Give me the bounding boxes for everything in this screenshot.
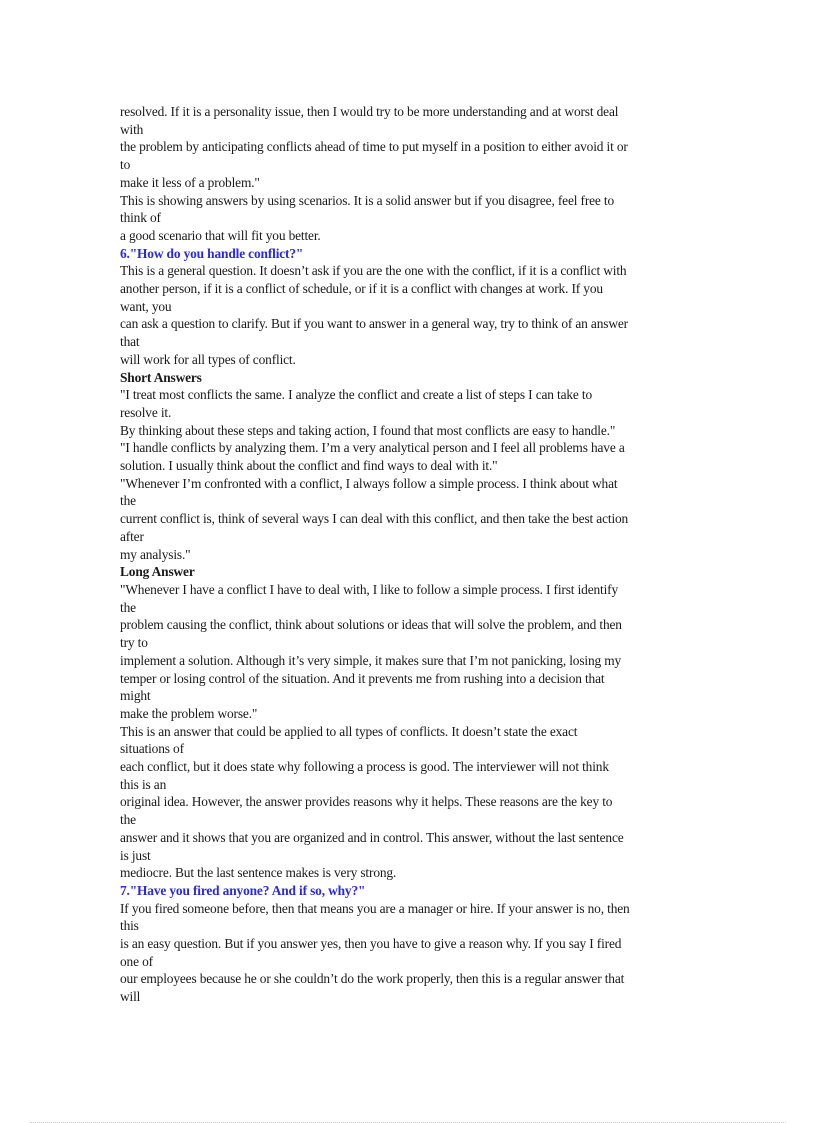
text-line: one of bbox=[120, 953, 153, 969]
text-line: want, you bbox=[120, 298, 172, 314]
text-line: "Whenever I have a conflict I have to deal with, I like to follow a simple process. I first identify bbox=[120, 581, 619, 597]
text-line: This is a general question. It doesn’t ask if you are the one with the conflict, if it is a conflict with bbox=[120, 263, 627, 279]
text-line: with bbox=[120, 121, 144, 137]
text-line: that bbox=[120, 334, 140, 350]
text-line: This is an answer that could be applied to all types of conflicts. It doesn’t state the exact bbox=[120, 723, 578, 739]
text-line: another person, if it is a conflict of schedule, or if it is a conflict with changes at work. If you bbox=[120, 281, 603, 297]
text-line: is an easy question. But if you answer yes, then you have to give a reason why. If you say I fired bbox=[120, 936, 622, 952]
text-line: this bbox=[120, 918, 139, 934]
text-line: solution. I usually think about the conflict and find ways to deal with it." bbox=[120, 458, 498, 474]
text-line: this is an bbox=[120, 776, 167, 792]
text-line: will work for all types of conflict. bbox=[120, 351, 296, 367]
subsection-heading: Short Answers bbox=[120, 369, 202, 385]
text-line: situations of bbox=[120, 741, 184, 757]
text-line: think of bbox=[120, 210, 161, 226]
text-line: the bbox=[120, 493, 136, 509]
text-line: By thinking about these steps and taking action, I found that most conflicts are easy to handle." bbox=[120, 422, 616, 438]
text-line: implement a solution. Although it’s very simple, it makes sure that I’m not panicking, losing my bbox=[120, 652, 622, 668]
text-line: the problem by anticipating conflicts ahead of time to put myself in a position to either avoid it or bbox=[120, 139, 628, 155]
subsection-heading: Long Answer bbox=[120, 564, 195, 580]
text-line: resolve it. bbox=[120, 404, 172, 420]
text-line: "Whenever I’m confronted with a conflict, I always follow a simple process. I think about what bbox=[120, 475, 618, 491]
document-body bbox=[120, 103, 696, 1006]
text-line: my analysis." bbox=[120, 546, 191, 562]
section-heading: 6."How do you handle conflict?" bbox=[120, 245, 304, 261]
text-line: current conflict is, think of several ways I can deal with this conflict, and then take the best action bbox=[120, 511, 629, 527]
text-line: answer and it shows that you are organized and in control. This answer, without the last sentence bbox=[120, 829, 624, 845]
text-line: "I handle conflicts by analyzing them. I’m a very analytical person and I feel all problems have a bbox=[120, 440, 625, 456]
text-line: try to bbox=[120, 635, 148, 651]
text-line: might bbox=[120, 688, 151, 704]
text-line: the bbox=[120, 812, 136, 828]
text-line: to bbox=[120, 157, 131, 173]
text-line: problem causing the conflict, think about solutions or ideas that will solve the problem, and then bbox=[120, 617, 622, 633]
text-line: make the problem worse." bbox=[120, 705, 258, 721]
text-line: each conflict, but it does state why following a process is good. The interviewer will not think bbox=[120, 759, 609, 775]
section-heading: 7."Have you fired anyone? And if so, why?" bbox=[120, 882, 366, 898]
text-line: "I treat most conflicts the same. I analyze the conflict and create a list of steps I can take to bbox=[120, 387, 593, 403]
text-line: If you fired someone before, then that means you are a manager or hire. If your answer is no, then bbox=[120, 900, 630, 916]
text-line: can ask a question to clarify. But if you want to answer in a general way, try to think of an answer bbox=[120, 316, 628, 332]
text-line: make it less of a problem." bbox=[120, 174, 260, 190]
text-line: will bbox=[120, 989, 141, 1005]
text-line: mediocre. But the last sentence makes is very strong. bbox=[120, 865, 397, 881]
text-line: is just bbox=[120, 847, 151, 863]
text-line: our employees because he or she couldn’t do the work properly, then this is a regular answer that bbox=[120, 971, 625, 987]
text-line: the bbox=[120, 599, 136, 615]
text-line: original idea. However, the answer provides reasons why it helps. These reasons are the key to bbox=[120, 794, 613, 810]
text-line: resolved. If it is a personality issue, then I would try to be more understanding and at worst deal bbox=[120, 104, 619, 119]
text-line: temper or losing control of the situation. And it prevents me from rushing into a decision that bbox=[120, 670, 605, 686]
text-line: after bbox=[120, 528, 144, 544]
text-line: This is showing answers by using scenarios. It is a solid answer but if you disagree, feel free to bbox=[120, 192, 615, 208]
text-line: a good scenario that will fit you better. bbox=[120, 227, 321, 243]
